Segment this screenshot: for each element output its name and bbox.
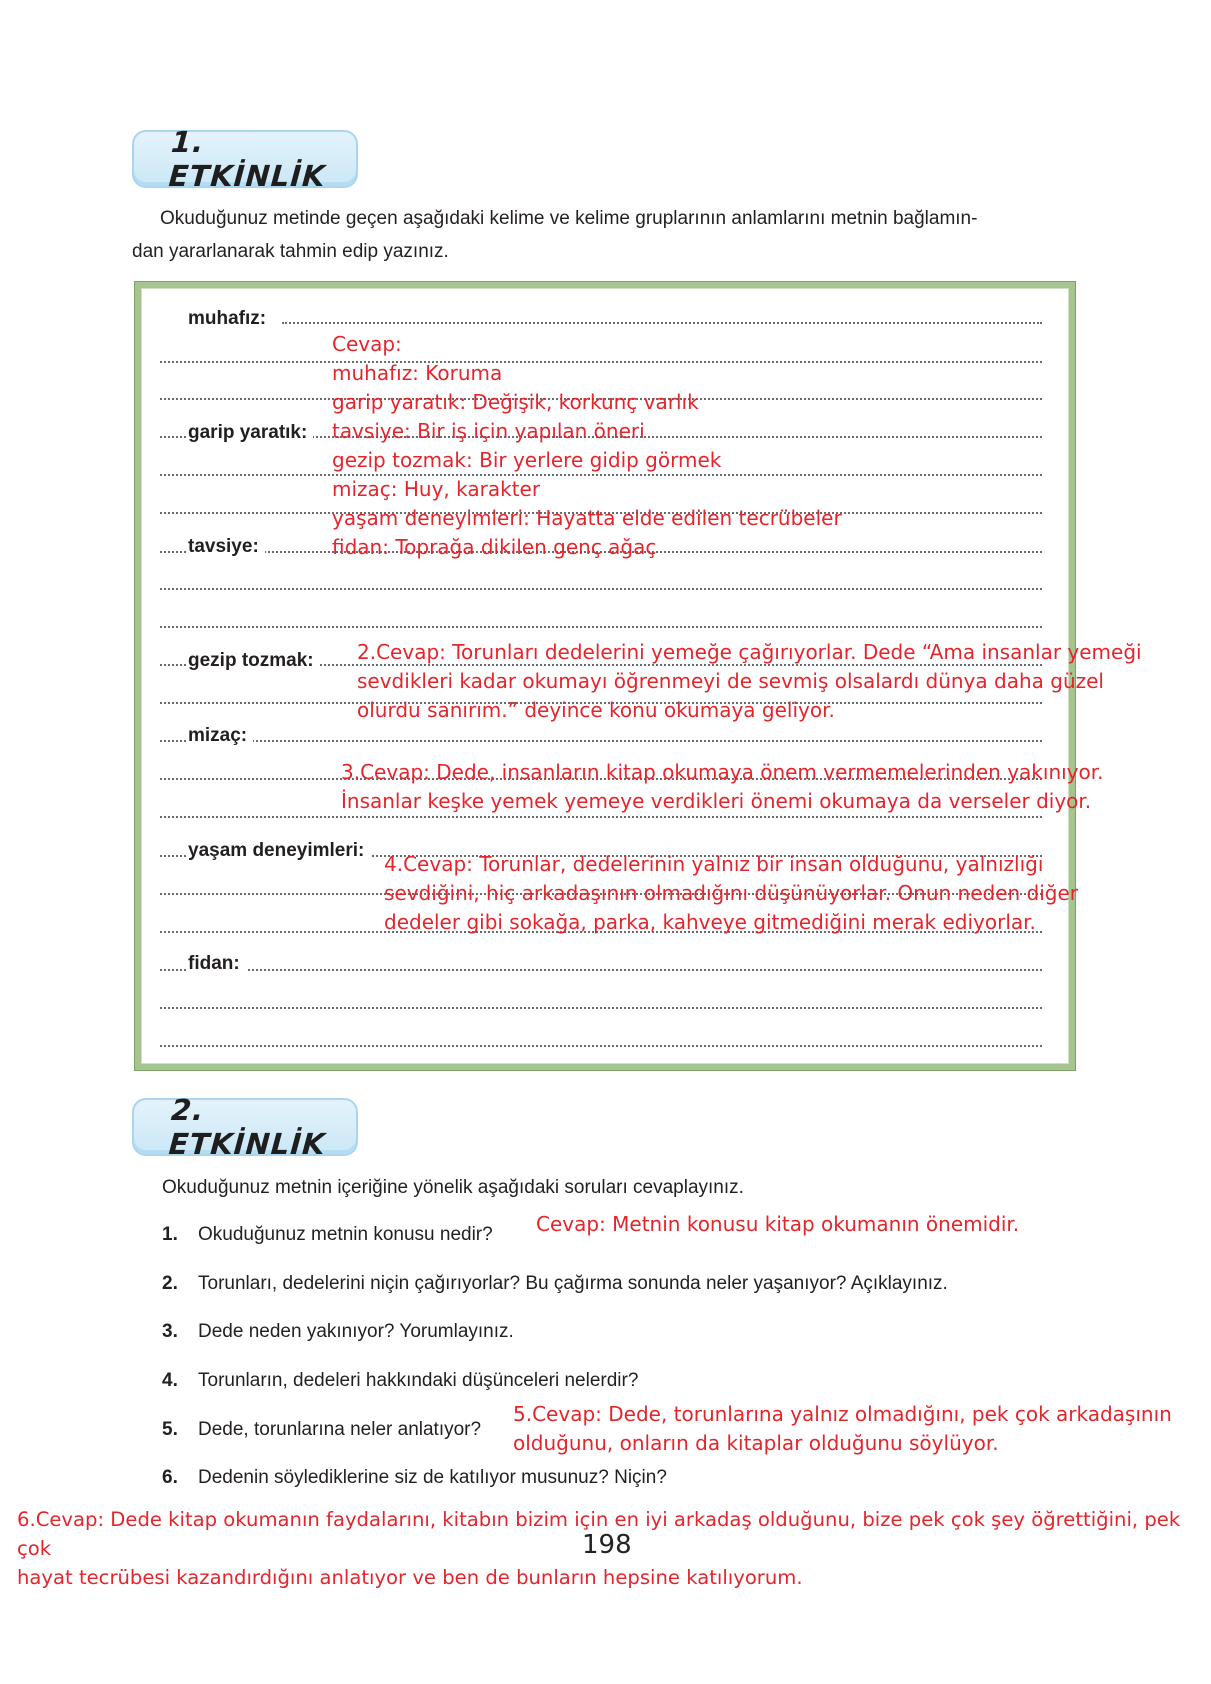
answer-line bbox=[282, 322, 1042, 324]
term-fidan: fidan: bbox=[188, 953, 246, 975]
answer-line bbox=[160, 740, 1042, 742]
answer-line-text: 6.Cevap: Dede kitap okumanın faydalarını, kitabın bizim için en iyi arkadaş olduğunu, bize pek çok şey öğrettiğini, pek çok bbox=[17, 1508, 1181, 1560]
answer-6-overlay bbox=[17, 1505, 1211, 1592]
answer-line-text: muhafız: Koruma bbox=[332, 361, 503, 385]
answer-line-text: tavsiye: Bir iş için yapılan öneri bbox=[332, 419, 645, 443]
answer-line-text: sevdiğini, hiç arkadaşının olmadığını düşünüyorlar. Onun neden diğer bbox=[384, 881, 1079, 905]
term-muhafiz: muhafız: bbox=[188, 308, 272, 330]
answer-line bbox=[160, 969, 1042, 971]
question-number: 2. bbox=[162, 1273, 178, 1294]
term-gezip-tozmak: gezip tozmak: bbox=[188, 650, 320, 672]
question-number: 4. bbox=[162, 1370, 178, 1391]
answer-line-text: yaşam deneyimleri: Hayatta elde edilen tecrübeler bbox=[332, 506, 842, 530]
answer-1-overlay: Cevap: Metnin konusu kitap okumanın önemidir. bbox=[536, 1212, 1020, 1236]
activity-1-title: 1. ETKİNLİK bbox=[167, 125, 327, 193]
answer-line-text: gezip tozmak: Bir yerlere gidip görmek bbox=[332, 448, 722, 472]
answer-line-text: olurdu sanırım.” deyince konu okumaya geliyor. bbox=[357, 698, 835, 722]
answer-line-text: mizaç: Huy, karakter bbox=[332, 477, 541, 501]
question-6 bbox=[162, 1467, 667, 1489]
question-number: 1. bbox=[162, 1224, 178, 1245]
answer-5-overlay bbox=[513, 1400, 1172, 1458]
answer-line bbox=[160, 1007, 1042, 1009]
question-4 bbox=[162, 1370, 638, 1392]
answer-2-overlay bbox=[357, 638, 1142, 725]
answer-line-text: hayat tecrübesi kazandırdığını anlatıyor ve ben de bunların hepsine katılıyorum. bbox=[17, 1566, 803, 1589]
question-text: Dede, torunlarına neler anlatıyor? bbox=[198, 1419, 482, 1440]
answer-line-text: 3.Cevap: Dede, insanların kitap okumaya önem vermemelerinden yakınıyor. bbox=[341, 760, 1104, 784]
answer-line bbox=[160, 626, 1042, 628]
term-yasam-deneyimleri: yaşam deneyimleri: bbox=[188, 840, 370, 862]
vocabulary-answers bbox=[332, 330, 842, 562]
activity-1-badge bbox=[132, 125, 358, 193]
answer-line-text: garip yaratık: Değişik, korkunç varlık bbox=[332, 390, 699, 414]
answer-line-text: fidan: Toprağa dikilen genç ağaç bbox=[332, 535, 657, 559]
answer-line-text: 4.Cevap: Torunlar, dedelerinin yalnız bir insan olduğunu, yalnızlığı bbox=[384, 852, 1044, 876]
answer-line bbox=[160, 1045, 1042, 1047]
answer-line bbox=[160, 816, 1042, 818]
term-mizac: mizaç: bbox=[188, 725, 253, 747]
question-1 bbox=[162, 1224, 493, 1246]
term-tavsiye: tavsiye: bbox=[188, 536, 265, 558]
answer-line-text: Cevap: bbox=[332, 332, 402, 356]
activity-2-badge bbox=[132, 1093, 358, 1161]
question-number: 3. bbox=[162, 1321, 178, 1342]
question-text: Dedenin söylediklerine siz de katılıyor musunuz? Niçin? bbox=[198, 1467, 667, 1488]
question-text: Torunları, dedelerini niçin çağırıyorlar? Bu çağırma sonunda neler yaşanıyor? Açıklayınız. bbox=[198, 1273, 948, 1294]
answer-line-text: dedeler gibi sokağa, parka, kahveye gitmediğini merak ediyorlar. bbox=[384, 910, 1036, 934]
activity-1-instruction bbox=[132, 202, 1072, 268]
activity-2-title: 2. ETKİNLİK bbox=[167, 1093, 327, 1161]
answer-line-text: olduğunu, onların da kitaplar olduğunu söylüyor. bbox=[513, 1431, 999, 1455]
question-3 bbox=[162, 1321, 514, 1343]
question-text: Torunların, dedeleri hakkındaki düşünceleri nelerdir? bbox=[198, 1370, 639, 1391]
answer-line-text: 2.Cevap: Torunları dedelerini yemeğe çağırıyorlar. Dede “Ama insanlar yemeği bbox=[357, 640, 1142, 664]
term-garip-yaratik: garip yaratık: bbox=[188, 422, 313, 444]
answer-line-text: 5.Cevap: Dede, torunlarına yalnız olmadığını, pek çok arkadaşının bbox=[513, 1402, 1172, 1426]
question-2 bbox=[162, 1273, 948, 1295]
question-text: Okuduğunuz metnin konusu nedir? bbox=[198, 1224, 493, 1245]
answer-4-overlay bbox=[384, 850, 1078, 937]
page-number: 198 bbox=[582, 1530, 632, 1560]
instruction-line: dan yararlanarak tahmin edip yazınız. bbox=[132, 241, 449, 262]
question-text: Dede neden yakınıyor? Yorumlayınız. bbox=[198, 1321, 514, 1342]
question-number: 5. bbox=[162, 1419, 178, 1440]
answer-line-text: sevdikleri kadar okumayı öğrenmeyi de sevmiş olsalardı dünya daha güzel bbox=[357, 669, 1104, 693]
question-5 bbox=[162, 1419, 481, 1441]
question-number: 6. bbox=[162, 1467, 178, 1488]
answer-3-overlay bbox=[341, 758, 1104, 816]
answer-line-text: İnsanlar keşke yemek yemeye verdikleri önemi okumaya da verseler diyor. bbox=[341, 789, 1092, 813]
activity-2-instruction: Okuduğunuz metnin içeriğine yönelik aşağıdaki soruları cevaplayınız. bbox=[162, 1177, 744, 1198]
instruction-line: Okuduğunuz metinde geçen aşağıdaki kelime ve kelime gruplarının anlamlarını metnin bağlamın- bbox=[160, 208, 978, 229]
answer-line bbox=[160, 588, 1042, 590]
